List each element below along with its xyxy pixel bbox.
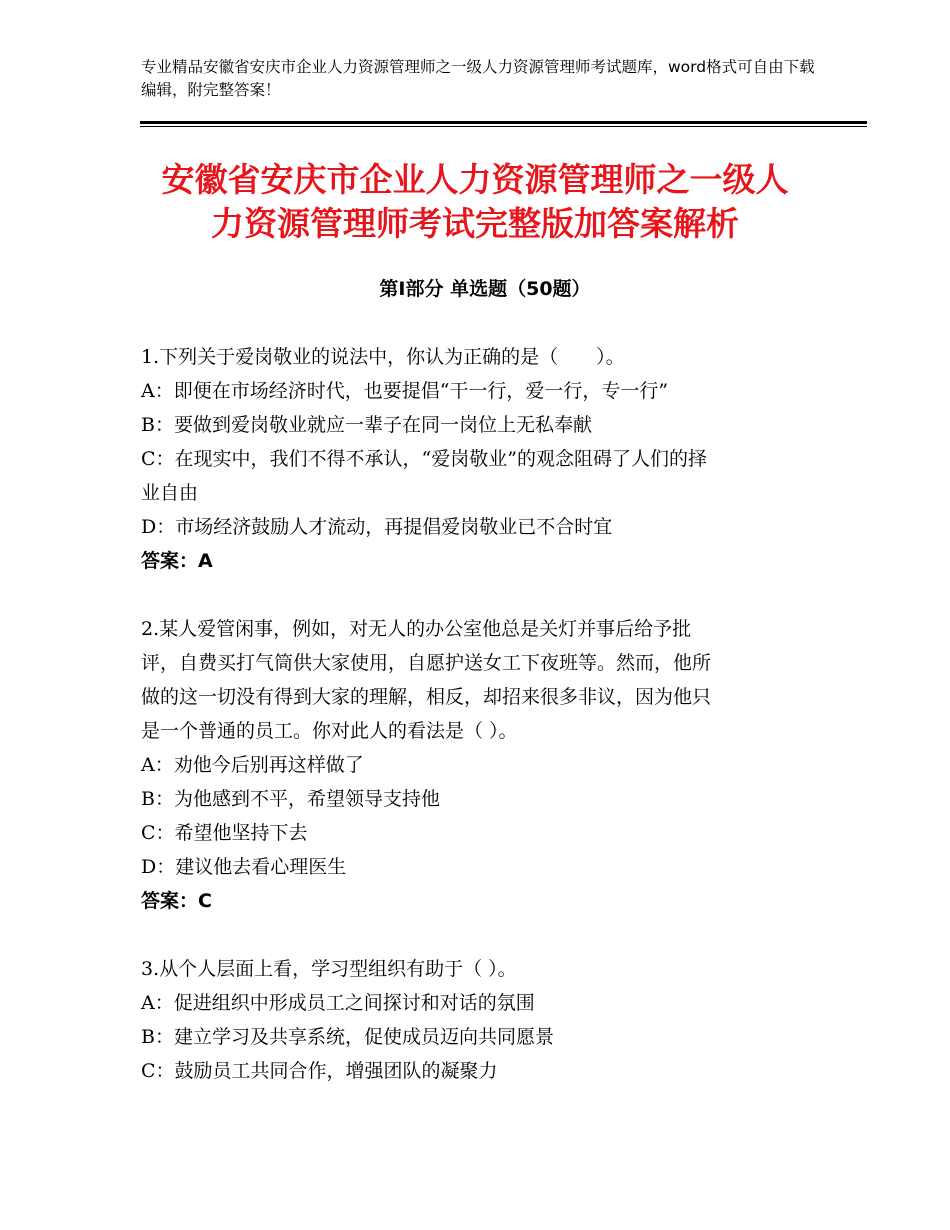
question-stem: 做的这一切没有得到大家的理解，相反，却招来很多非议，因为他只 [141, 686, 712, 708]
question-stem: 评，自费买打气筒供大家使用，自愿护送女工下夜班等。然而，他所 [141, 652, 712, 674]
question-item [141, 340, 811, 578]
question-item [141, 612, 811, 918]
option-d: D：建议他去看心理医生 [141, 856, 347, 878]
question-stem: 2.某人爱管闲事，例如，对无人的办公室他总是关灯并事后给予批 [141, 618, 692, 640]
option-c-continued: 业自由 [141, 482, 199, 504]
question-stem: 3.从个人层面上看，学习型组织有助于（ ）。 [141, 958, 517, 980]
answer-label: 答案：A [141, 550, 213, 572]
option-a: A：劝他今后别再这样做了 [141, 754, 364, 776]
header-rule-thin [140, 126, 867, 127]
title-line: 安徽省安庆市企业人力资源管理师之一级人 [161, 160, 789, 199]
question-item [141, 952, 811, 1088]
option-b: B：为他感到不平，希望领导支持他 [141, 788, 440, 810]
section-title: 第Ⅰ部分 单选题（50题） [379, 278, 591, 300]
title-line: 力资源管理师考试完整版加答案解析 [211, 204, 739, 243]
option-c: C：在现实中，我们不得不承认，“爱岗敬业”的观念阻碍了人们的择 [141, 448, 707, 470]
question-stem: 是一个普通的员工。你对此人的看法是（ ）。 [141, 720, 518, 742]
option-b: B：建立学习及共享系统，促使成员迈向共同愿景 [141, 1026, 554, 1048]
option-c: C：希望他坚持下去 [141, 822, 308, 844]
question-list [141, 340, 811, 1088]
option-a: A：即便在市场经济时代，也要提倡“干一行，爱一行，专一行” [141, 380, 669, 402]
question-stem: 1.下列关于爱岗敬业的说法中，你认为正确的是（ ）。 [141, 346, 625, 368]
option-c: C：鼓励员工共同合作，增强团队的凝聚力 [141, 1060, 498, 1082]
answer-label: 答案：C [141, 890, 212, 912]
option-d: D：市场经济鼓励人才流动，再提倡爱岗敬业已不合时宜 [141, 516, 613, 538]
option-a: A：促进组织中形成员工之间探讨和对话的氛围 [141, 992, 535, 1014]
header-rule-thick [140, 121, 867, 124]
document-title [130, 158, 820, 246]
header-note: 专业精品安徽省安庆市企业人力资源管理师之一级人力资源管理师考试题库，word格式可自由下载编辑，附完整答案！ [141, 58, 815, 99]
option-b: B：要做到爱岗敬业就应一辈子在同一岗位上无私奉献 [141, 414, 592, 436]
